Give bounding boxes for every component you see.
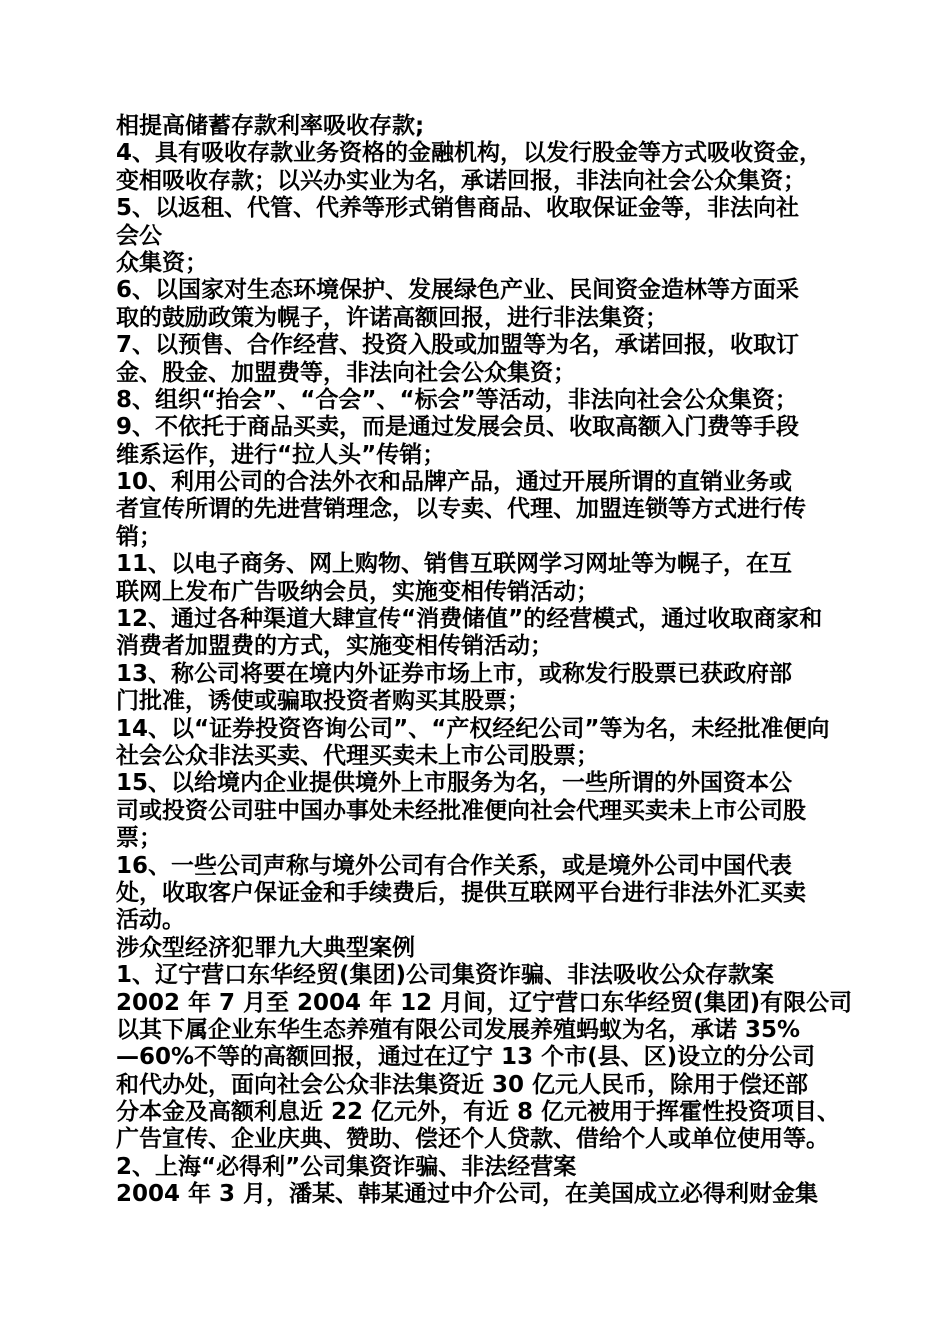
text-line: 和代办处，面向社会公众非法集资近 30 亿元人民币，除用于偿还部 xyxy=(116,1071,809,1098)
text-line: 票； xyxy=(116,825,162,852)
text-line: 司或投资公司驻中国办事处未经批准便向社会代理买卖未上市公司股 xyxy=(116,797,806,824)
text-line: 分本金及高额利息近 22 亿元外，有近 8 亿元被用于挥霍性投资项目、 xyxy=(116,1099,841,1126)
text-line: 1、辽宁营口东华经贸(集团)公司集资诈骗、非法吸收公众存款案 xyxy=(116,962,775,989)
text-line: 相提高储蓄存款利率吸收存款; xyxy=(116,113,425,139)
document-page xyxy=(116,113,856,1209)
text-line: 10、利用公司的合法外衣和品牌产品，通过开展所谓的直销业务或 xyxy=(116,469,793,496)
text-line: 9、不依托于商品买卖，而是通过发展会员、收取高额入门费等手段 xyxy=(116,414,800,441)
text-line: 12、通过各种渠道大肆宣传“消费储值”的经营模式，通过收取商家和 xyxy=(116,606,823,633)
text-line: 6、以国家对生态环境保护、发展绿色产业、民间资金造林等方面采 xyxy=(116,277,800,304)
text-line: 联网上发布广告吸纳会员，实施变相传销活动； xyxy=(116,578,599,605)
text-line: 门批准，诱使或骗取投资者购买其股票； xyxy=(116,688,530,715)
text-line: 4、具有吸收存款业务资格的金融机构，以发行股金等方式吸收资金， xyxy=(116,140,823,167)
text-line: 7、以预售、合作经营、投资入股或加盟等为名，承诺回报，收取订 xyxy=(116,332,800,359)
text-line: 5、以返租、代管、代养等形式销售商品、收取保证金等，非法向社 xyxy=(116,195,800,222)
text-line: 消费者加盟费的方式，实施变相传销活动； xyxy=(116,633,553,660)
text-line: 众集资； xyxy=(116,249,208,276)
text-line: 者宣传所谓的先进营销理念，以专卖、代理、加盟连锁等方式进行传 xyxy=(116,496,806,523)
text-line: 取的鼓励政策为幌子，许诺高额回报，进行非法集资； xyxy=(116,304,668,331)
text-line: 2004 年 3 月，潘某、韩某通过中介公司，在美国成立必得利财金集 xyxy=(116,1181,819,1208)
text-line: 15、以给境内企业提供境外上市服务为名，一些所谓的外国资本公 xyxy=(116,770,793,797)
text-line: —60%不等的高额回报，通过在辽宁 13 个市(县、区)设立的分公司 xyxy=(116,1044,816,1071)
text-line: 会公 xyxy=(116,222,162,249)
text-line: 金、股金、加盟费等，非法向社会公众集资； xyxy=(116,359,576,386)
text-line: 销； xyxy=(116,523,162,550)
text-line: 广告宣传、企业庆典、赞助、偿还个人贷款、借给个人或单位使用等。 xyxy=(116,1126,829,1153)
text-line: 社会公众非法买卖、代理买卖未上市公司股票； xyxy=(116,742,599,769)
text-line: 13、称公司将要在境内外证券市场上市，或称发行股票已获政府部 xyxy=(116,660,793,687)
text-line: 16、一些公司声称与境外公司有合作关系，或是境外公司中国代表 xyxy=(116,852,793,879)
text-line: 以其下属企业东华生态养殖有限公司发展养殖蚂蚁为名，承诺 35% xyxy=(116,1016,801,1043)
text-line: 2002 年 7 月至 2004 年 12 月间，辽宁营口东华经贸(集团)有限公司 xyxy=(116,989,853,1016)
text-line: 变相吸收存款；以兴办实业为名，承诺回报，非法向社会公众集资； xyxy=(116,167,806,194)
text-line: 11、以电子商务、网上购物、销售互联网学习网址等为幌子，在互 xyxy=(116,551,793,578)
text-line: 活动。 xyxy=(116,907,185,934)
text-line: 维系运作，进行“拉人头”传销； xyxy=(116,441,446,468)
text-line: 处，收取客户保证金和手续费后，提供互联网平台进行非法外汇买卖 xyxy=(116,879,806,906)
text-line: 14、以“证券投资咨询公司”、“产权经纪公司”等为名，未经批准便向 xyxy=(116,715,830,742)
text-line: 涉众型经济犯罪九大典型案例 xyxy=(116,934,415,961)
text-line: 2、上海“必得利”公司集资诈骗、非法经营案 xyxy=(116,1153,577,1180)
text-line: 8、组织“抬会”、“合会”、“标会”等活动，非法向社会公众集资； xyxy=(116,386,798,413)
